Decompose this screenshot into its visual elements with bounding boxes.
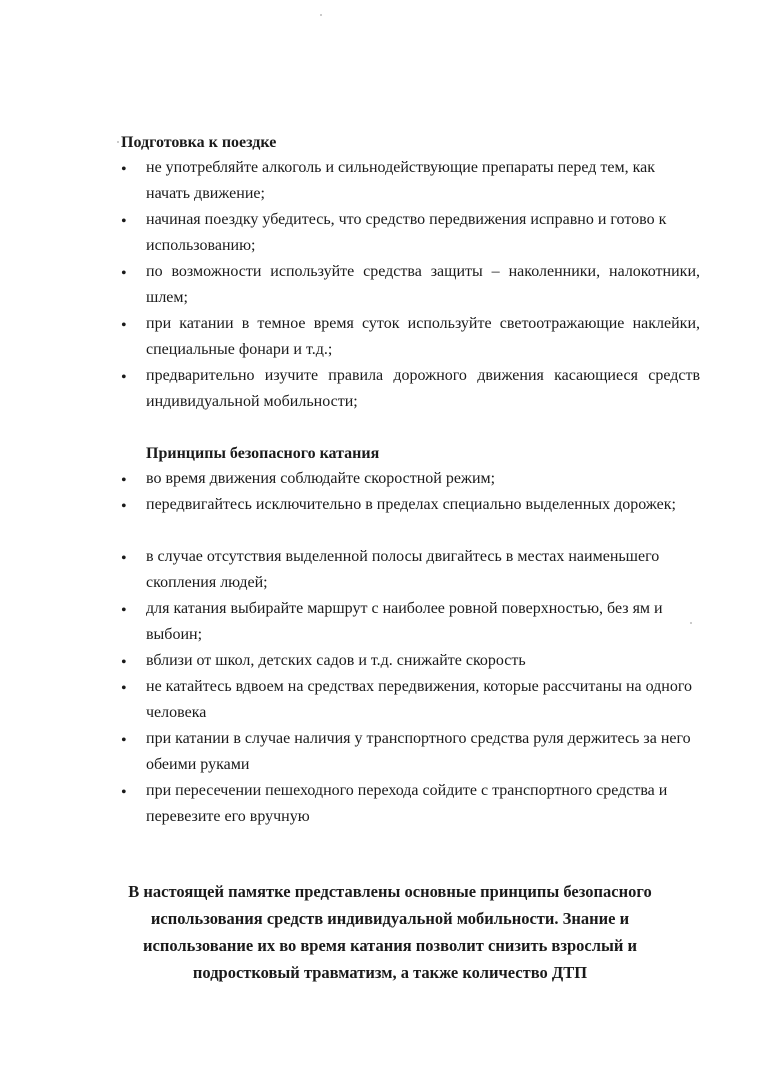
list-item (0, 363, 764, 415)
list-item-text: не употребляйте алкоголь и сильнодействующие препараты перед тем, как начать движение; (146, 159, 655, 202)
list-item (0, 492, 764, 544)
list-item-text: не катайтесь вдвоем на средствах передвижения, которые рассчитаны на одного человека (146, 678, 693, 721)
summary-paragraph: В настоящей памятке представлены основные принципы безопасного использования средств индивидуальной мобильности. Знание и использование их во время катания позволит снизить взрослый и подростковый травматизм, а также количество ДТП (128, 882, 652, 982)
list-item (0, 207, 764, 259)
list-item (0, 778, 764, 830)
list-item (0, 544, 764, 596)
scan-speck (117, 141, 119, 143)
bullet: • (121, 550, 127, 567)
list-item-text: при пересечении пешеходного перехода сойдите с транспортного средства и перевезите его вручную (146, 782, 668, 825)
section-title-preparation: Подготовка к поездке (121, 134, 277, 151)
list-item (0, 726, 764, 778)
list-item-text: для катания выбирайте маршрут с наиболее ровной поверхностью, без ям и выбоин; (146, 600, 663, 643)
list-item-text: при катании в случае наличия у транспортного средства руля держитесь за него обеими руками (146, 730, 691, 773)
list-item-text: в случае отсутствия выделенной полосы двигайтесь в местах наименьшего скопления людей; (146, 548, 660, 591)
list-item-text: начиная поездку убедитесь, что средство передвижения исправно и готово к использованию; (146, 211, 667, 254)
bullet: • (121, 654, 127, 671)
list-item-text: по возможности используйте средства защиты – наколенники, налокотники, шлем; (146, 263, 700, 306)
list-item (0, 648, 764, 674)
section-title-principles: Принципы безопасного катания (146, 445, 380, 462)
bullet: • (121, 317, 127, 334)
list-item (0, 674, 764, 726)
scan-speck (320, 14, 322, 16)
list-item (0, 155, 764, 207)
list-item (0, 259, 764, 311)
bullet: • (121, 472, 127, 489)
list-item (0, 596, 764, 648)
bullet: • (121, 265, 127, 282)
preparation-list (0, 155, 764, 415)
bullet: • (121, 732, 127, 749)
bullet: • (121, 680, 127, 697)
list-item-text: передвигайтесь исключительно в пределах специально выделенных дорожек; (146, 496, 676, 513)
list-item-text: вблизи от школ, детских садов и т.д. снижайте скорость (146, 652, 526, 669)
bullet: • (121, 213, 127, 230)
list-item-text: предварительно изучите правила дорожного движения касающиеся средств индивидуальной мобильности; (146, 367, 700, 410)
bullet: • (121, 369, 127, 386)
bullet: • (121, 498, 127, 515)
list-item-text: во время движения соблюдайте скоростной режим; (146, 470, 496, 487)
principles-list (0, 466, 764, 830)
list-item (0, 466, 764, 492)
bullet: • (121, 602, 127, 619)
bullet: • (121, 784, 127, 801)
bullet: • (121, 161, 127, 178)
list-item-text: при катании в темное время суток используйте светоотражающие наклейки, специальные фонари и т.д.; (146, 315, 700, 358)
list-item (0, 311, 764, 363)
